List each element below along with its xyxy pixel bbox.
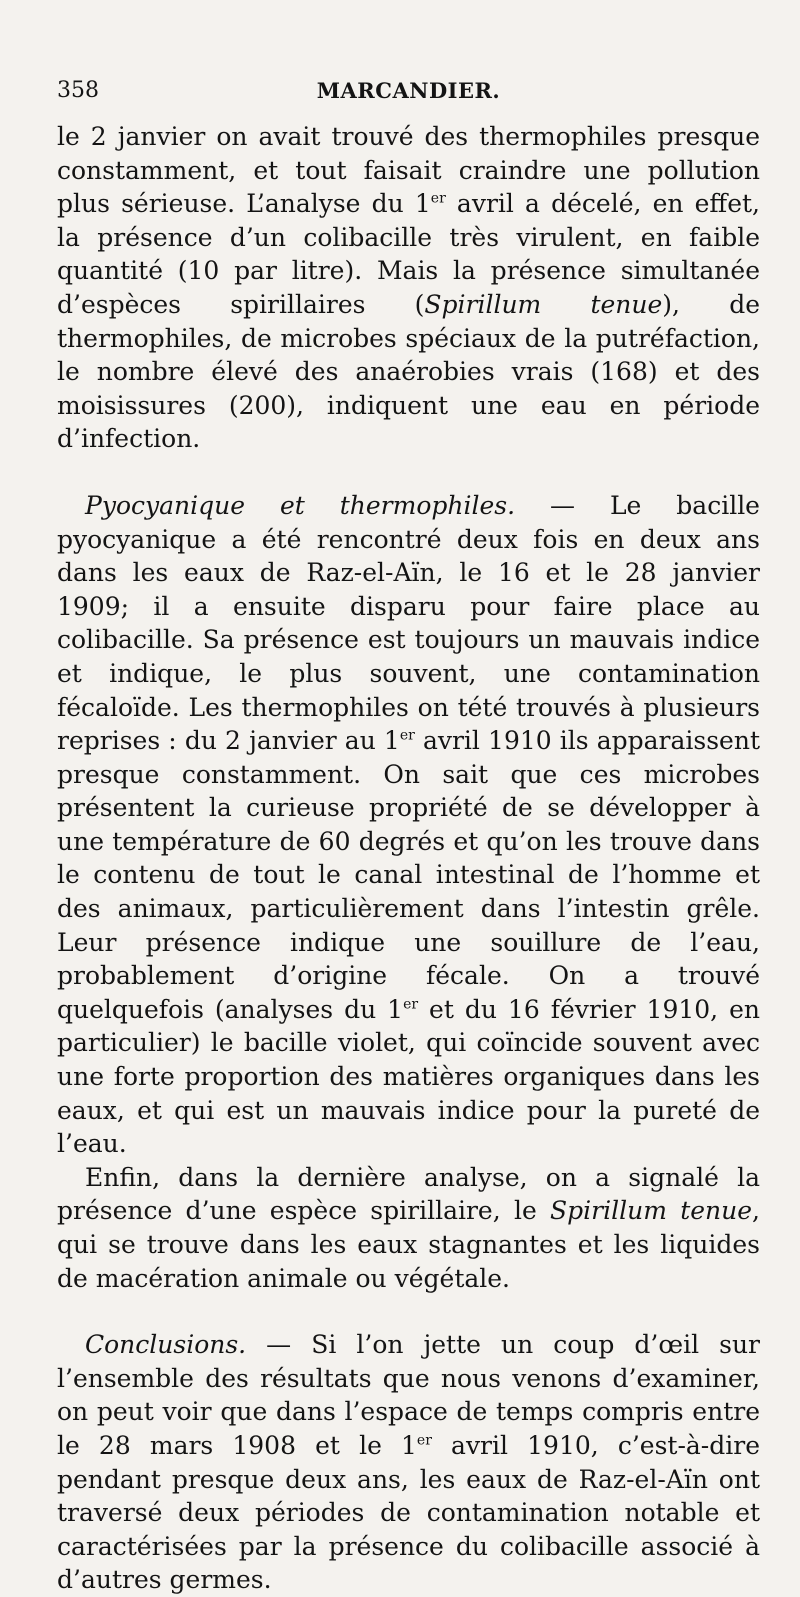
species-name: Spirillum tenue (550, 1196, 753, 1226)
superscript-er: er (430, 190, 446, 207)
superscript-er: er (403, 996, 419, 1013)
superscript-er: er (416, 1432, 432, 1449)
running-head (57, 78, 760, 112)
paragraph-enfin: Enfin, dans la dernière analyse, on a signalé la présence d’une espèce spirillaire, le Spirillum tenue, qui se trouve dans les eaux stagnantes et les liquides de macération animale ou végétale. (57, 1162, 760, 1293)
paragraph-conclusions: Conclusions. — Si l’on jette un coup d’œil sur l’ensemble des résultats que nous venons d’examiner, on peut voir que dans l’espace de temps compris entre le 28 mars 1908 et le 1er avril 1910, c’est-à-dire pendant presque deux ans, les eaux de Raz-el-Aïn ont traversé deux périodes de contamination notable et caractérisées par la présence du colibacille associé à d’autres germes. (57, 1330, 760, 1595)
species-name: Spirillum tenue (424, 289, 663, 319)
superscript-er: er (399, 727, 415, 744)
paragraph-continuation: le 2 janvier on avait trouvé des thermophiles presque constamment, et tout faisait craindre une pollution plus sérieuse. L’analyse du 1er avril a décelé, en effet, la présence d’un colibacille très virulent, en faible quantité (10 par litre). Mais la présence simultanée d’espèces spirillaires (Spirillum tenue), de thermophiles, de microbes spéciaux de la putréfaction, le nombre élevé des anaérobies vrais (168) et des moisissures (200), indiquent une eau en période d’infection. (57, 122, 760, 454)
page-number: 358 (57, 78, 99, 103)
paragraph-pyocyanique: Pyocyanique et thermophiles. — Le bacille pyocyanique a été rencontré deux fois en deux ans dans les eaux de Raz-el-Aïn, le 16 et le 28 janvier 1909; il a ensuite disparu pour faire place au colibacille. Sa présence est toujours un mauvais indice et indique, le plus souvent, une contamination fécaloïde. Les thermophiles on tété trouvés à plusieurs reprises : du 2 janvier au 1er avril 1910 ils apparaissent presque constamment. On sait que ces microbes présentent la curieuse propriété de se développer à une température de 60 degrés et qu’on les trouve dans le contenu de tout le canal intestinal de l’homme et des animaux, particulièrement dans l’intestin grêle. Leur présence indique une souillure de l’eau, probablement d’origine fécale. On a trouvé quelquefois (analyses du 1er et du 16 février 1910, en particulier) le bacille violet, qui coïncide souvent avec une forte proportion des matières organiques dans les eaux, et qui est un mauvais indice pour la pureté de l’eau. (57, 490, 760, 1159)
section-heading-pyocyanique: Pyocyanique et thermophiles. (85, 490, 516, 520)
section-heading-conclusions: Conclusions. (85, 1330, 247, 1360)
running-title: MARCANDIER. (316, 78, 501, 103)
